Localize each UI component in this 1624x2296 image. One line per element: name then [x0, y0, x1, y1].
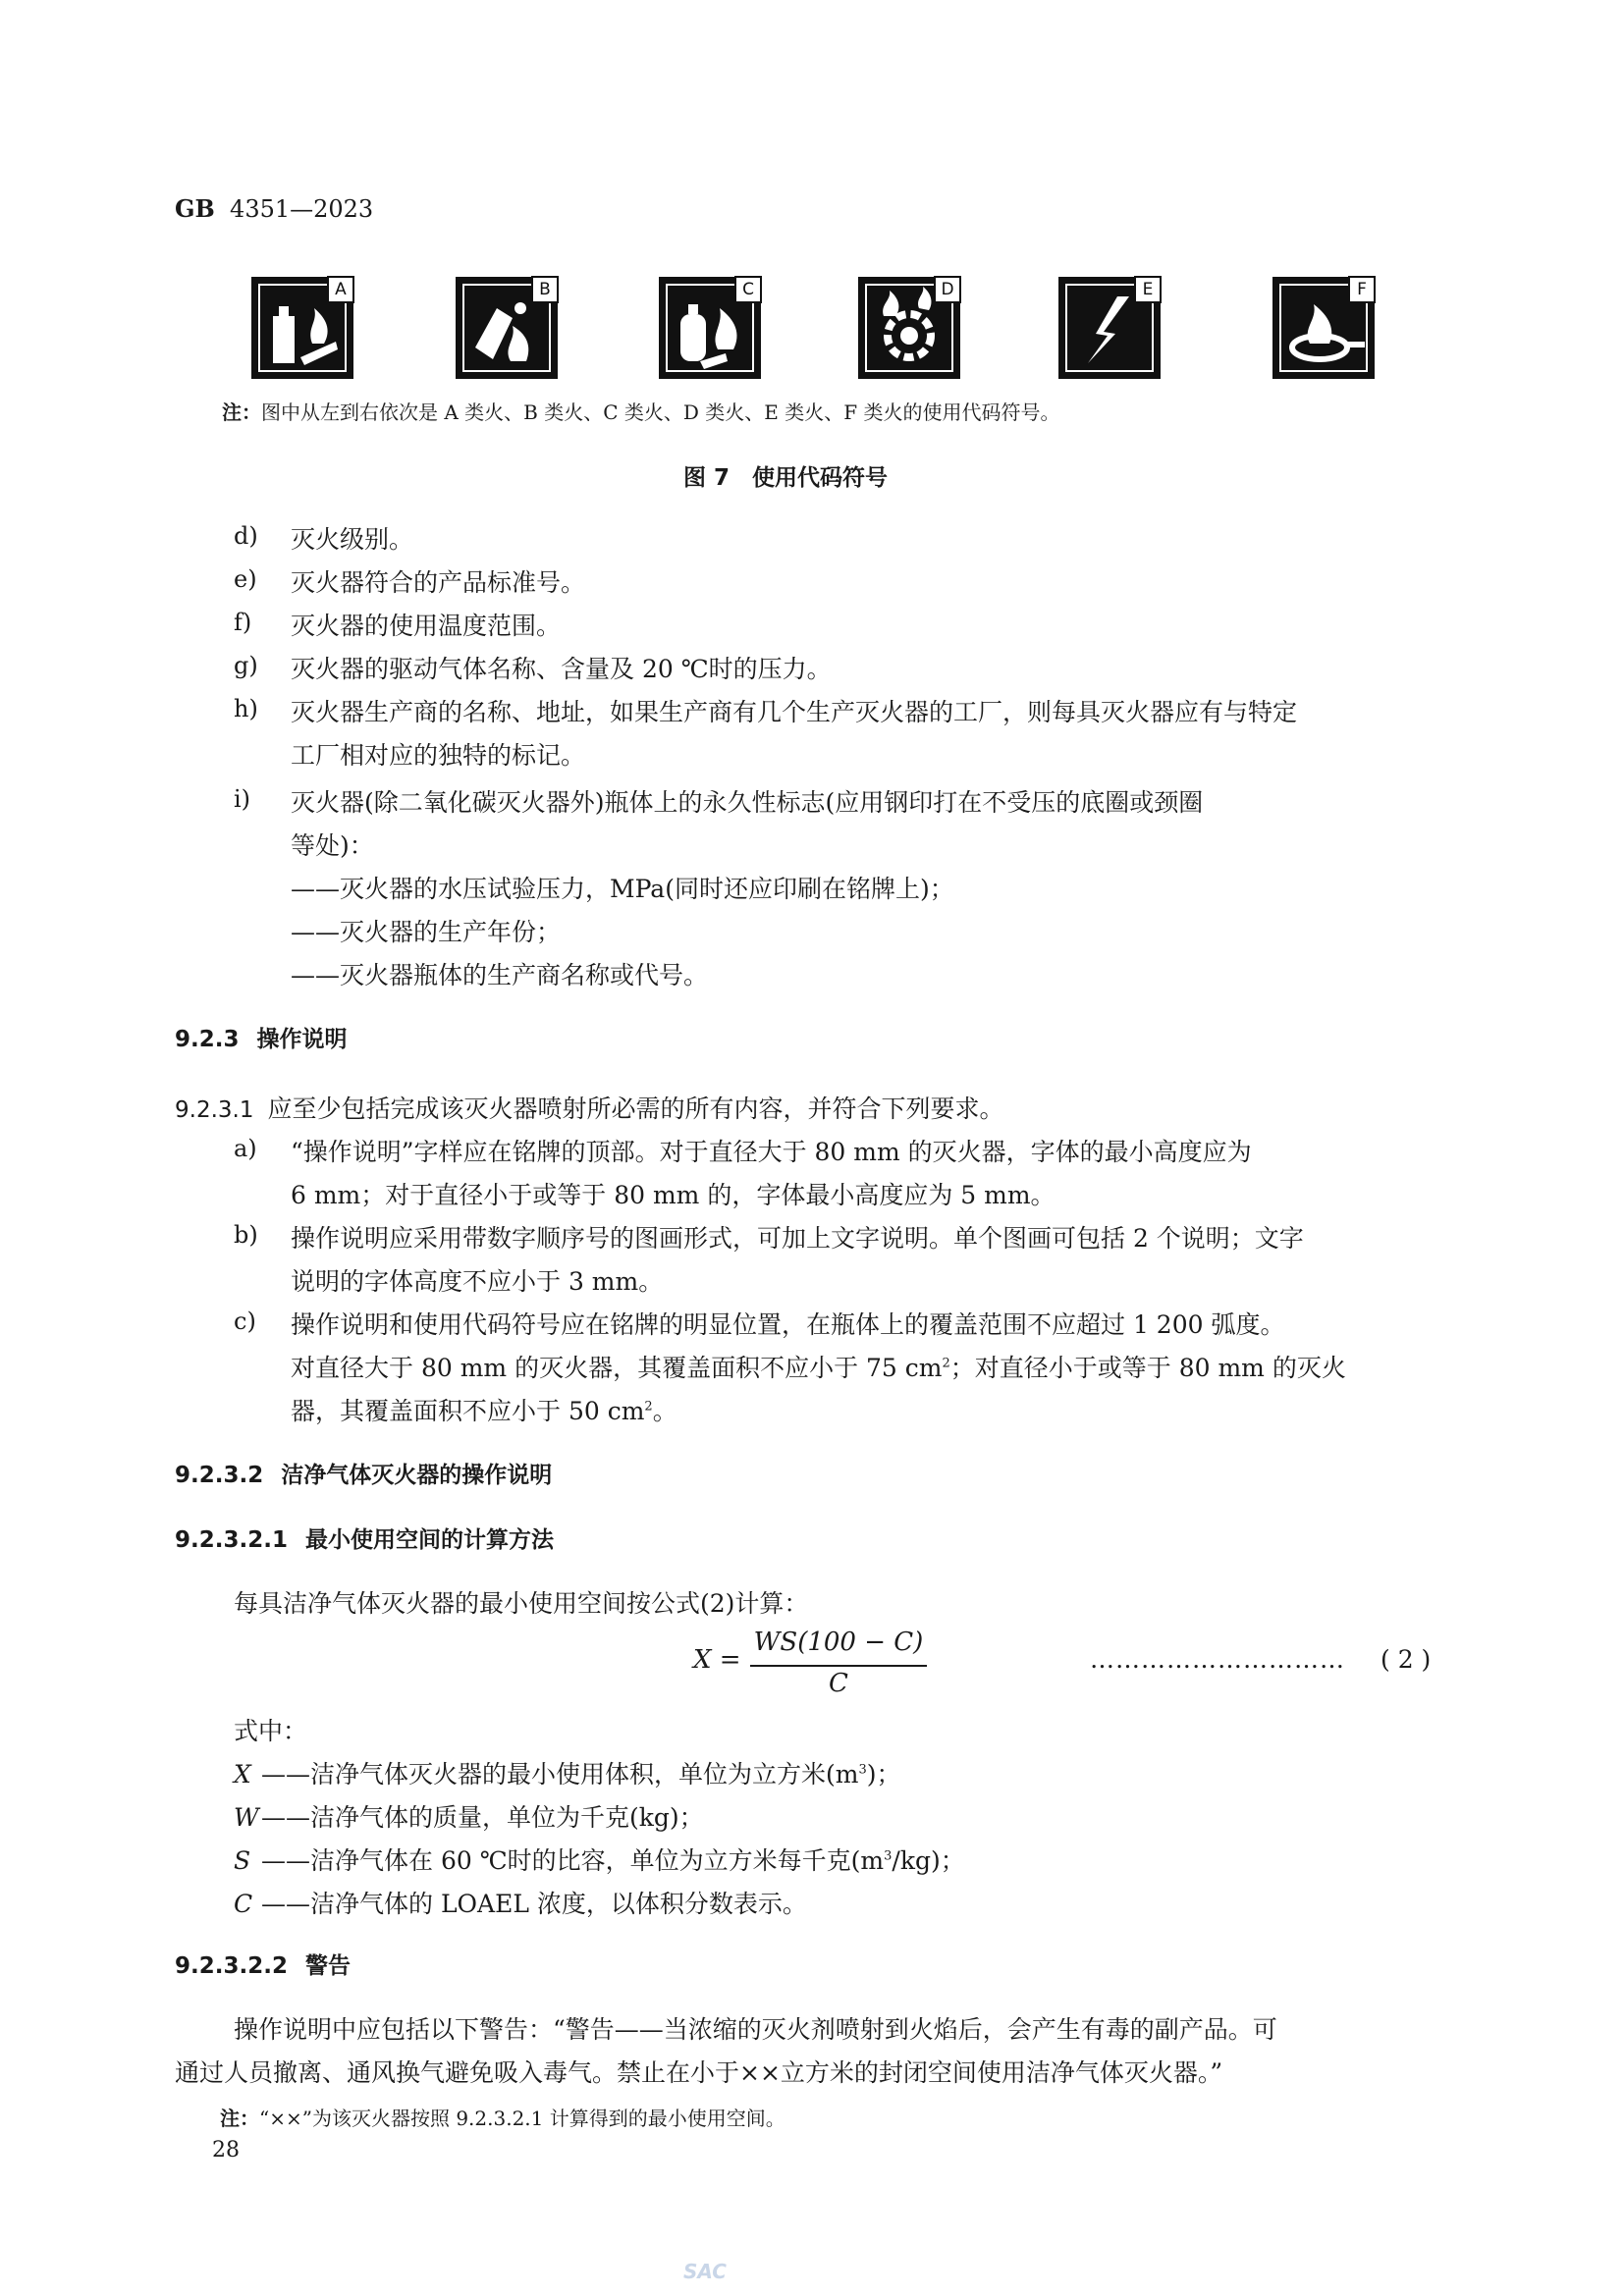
class-a-fire-icon — [251, 277, 353, 379]
text-part: ；对直径小于或等于 80 mm 的灭火 — [949, 1354, 1346, 1382]
formula-numerator: WS(100 − C) — [753, 1628, 924, 1657]
item-letter: c) — [234, 1308, 256, 1335]
section-title: 操作说明 — [256, 1027, 348, 1052]
variable-def — [234, 1842, 965, 1877]
variable-def — [234, 1755, 901, 1790]
formula-number: ( 2 ) — [1380, 1645, 1432, 1674]
section-title: 洁净气体灭火器的操作说明 — [281, 1463, 553, 1488]
variable-tail: )； — [866, 1760, 901, 1789]
item-text: 6 mm；对于直径小于或等于 80 mm 的，字体最小高度应为 5 mm。 — [291, 1181, 1056, 1209]
item-letter: g) — [234, 652, 258, 679]
item-letter: e) — [234, 565, 257, 593]
section-number: 9.2.3.2.1 — [175, 1527, 288, 1553]
item-text: 灭火器(除二氧化碳灭火器外)瓶体上的永久性标志(应用钢印打在不受压的底圈或颈圈 — [291, 788, 1204, 817]
variable-dash: —— — [261, 1760, 310, 1789]
fraction-bar — [750, 1665, 927, 1667]
section-heading — [175, 1522, 554, 1554]
text-part: 对直径大于 80 mm 的灭火器，其覆盖面积不应小于 75 cm — [291, 1354, 943, 1382]
variable-def — [234, 1798, 704, 1834]
section-title: 警告 — [304, 1953, 351, 1979]
variable-symbol: X — [234, 1760, 251, 1789]
section-heading — [175, 1021, 348, 1053]
item-text: 操作说明应采用带数字顺序号的图画形式，可加上文字说明。单个图画可包括 2 个说明；文字 — [291, 1224, 1304, 1253]
clause-text: 应至少包括完成该灭火器喷射所必需的所有内容，并符合下列要求。 — [267, 1095, 1004, 1123]
class-b-fire-icon — [456, 277, 558, 379]
formula-leader: ………………………… — [1090, 1645, 1345, 1674]
class-d-fire-icon — [858, 277, 960, 379]
section-number: 9.2.3 — [175, 1027, 240, 1052]
item-text — [291, 1349, 1346, 1384]
item-text: 工厂相对应的独特的标记。 — [291, 741, 586, 770]
variable-symbol: S — [234, 1846, 251, 1875]
watermark-logo: SAC — [683, 2260, 727, 2283]
item-text: “操作说明”字样应在铭牌的顶部。对于直径大于 80 mm 的灭火器，字体的最小高度应为 — [291, 1138, 1252, 1166]
warning-paragraph-line: 通过人员撤离、通风换气避免吸入毒气。禁止在小于××立方米的封闭空间使用洁净气体灭火器。” — [175, 2058, 1223, 2087]
note-text: “××”为该灭火器按照 9.2.3.2.1 计算得到的最小使用空间。 — [259, 2107, 785, 2130]
doc-number: 4351—2023 — [230, 195, 374, 223]
variable-desc: 洁净气体的质量，单位为千克(kg)； — [310, 1803, 704, 1832]
variable-desc: 洁净气体在 60 ℃时的比容，单位为立方米每千克(m — [310, 1846, 885, 1875]
item-text: ——灭火器的生产年份； — [291, 918, 562, 946]
variable-tail: /kg)； — [892, 1846, 965, 1875]
item-text: 说明的字体高度不应小于 3 mm。 — [291, 1267, 664, 1296]
item-text: 操作说明和使用代码符号应在铭牌的明显位置，在瓶体上的覆盖范围不应超过 1 200 弧度。 — [291, 1310, 1285, 1339]
class-c-fire-icon — [659, 277, 761, 379]
variable-def — [234, 1885, 807, 1920]
note-label: 注： — [220, 2107, 259, 2130]
clause-9231 — [175, 1090, 1003, 1125]
icon-letter: E — [1134, 276, 1162, 303]
item-letter: h) — [234, 695, 258, 722]
formula-denominator: C — [829, 1669, 848, 1698]
section-title: 最小使用空间的计算方法 — [304, 1527, 554, 1553]
section-heading — [175, 1948, 351, 1980]
superscript: 3 — [858, 1762, 867, 1778]
variable-dash: —— — [261, 1846, 310, 1875]
item-letter: i) — [234, 785, 251, 813]
figure-note — [222, 397, 1059, 425]
item-text: ——灭火器瓶体的生产商名称或代号。 — [291, 961, 709, 989]
class-f-fire-icon — [1272, 277, 1375, 379]
section-heading — [175, 1457, 552, 1489]
figure-caption: 图 7 使用代码符号 — [683, 465, 889, 491]
document-id — [175, 194, 373, 223]
section-number: 9.2.3.2.2 — [175, 1953, 288, 1979]
variable-dash: —— — [261, 1803, 310, 1832]
variable-desc: 洁净气体的 LOAEL 浓度，以体积分数表示。 — [310, 1890, 807, 1918]
variable-desc: 洁净气体灭火器的最小使用体积，单位为立方米(m — [310, 1760, 859, 1789]
item-text: 灭火器的使用温度范围。 — [291, 612, 562, 640]
item-letter: d) — [234, 522, 258, 550]
text-part: 器，其覆盖面积不应小于 50 cm — [291, 1397, 645, 1425]
note-label: 注： — [222, 400, 261, 424]
item-letter: a) — [234, 1135, 257, 1162]
superscript: 2 — [942, 1356, 950, 1371]
icon-letter: C — [734, 276, 762, 303]
variable-symbol: C — [234, 1890, 253, 1918]
item-letter: f) — [234, 609, 252, 636]
item-text: 灭火级别。 — [291, 525, 414, 554]
page-number: 28 — [212, 2138, 240, 2163]
item-text: 等处)： — [291, 831, 374, 860]
text-part: 。 — [652, 1397, 677, 1425]
item-text: ——灭火器的水压试验压力，MPa(同时还应印刷在铭牌上)； — [291, 875, 954, 903]
formula-lhs: X = — [693, 1645, 741, 1675]
where-label: 式中： — [234, 1717, 308, 1745]
superscript: 3 — [884, 1848, 893, 1864]
item-text: 灭火器生产商的名称、地址，如果生产商有几个生产灭火器的工厂，则每具灭火器应有与特定 — [291, 698, 1298, 726]
doc-prefix: GB — [175, 194, 215, 223]
warning-note — [220, 2103, 785, 2131]
item-text: 灭火器的驱动气体名称、含量及 20 ℃时的压力。 — [291, 655, 832, 683]
item-text: 灭火器符合的产品标准号。 — [291, 568, 586, 597]
icon-letter: B — [531, 276, 559, 303]
variable-dash: —— — [261, 1890, 310, 1918]
formula-intro: 每具洁净气体灭火器的最小使用空间按公式(2)计算： — [234, 1589, 809, 1618]
icon-letter: D — [934, 276, 961, 303]
clause-number: 9.2.3.1 — [175, 1097, 254, 1123]
section-number: 9.2.3.2 — [175, 1463, 264, 1488]
superscript: 2 — [644, 1399, 653, 1415]
item-letter: b) — [234, 1221, 258, 1249]
item-text — [291, 1392, 677, 1427]
note-text: 图中从左到右依次是 A 类火、B 类火、C 类火、D 类火、E 类火、F 类火的使用代码符号。 — [261, 400, 1060, 424]
warning-paragraph-line: 操作说明中应包括以下警告：“警告——当浓缩的灭火剂喷射到火焰后，会产生有毒的副产品。可 — [234, 2015, 1277, 2044]
variable-symbol: W — [234, 1803, 259, 1832]
icon-letter: F — [1348, 276, 1376, 303]
class-e-fire-icon — [1058, 277, 1161, 379]
icon-letter: A — [327, 276, 354, 303]
